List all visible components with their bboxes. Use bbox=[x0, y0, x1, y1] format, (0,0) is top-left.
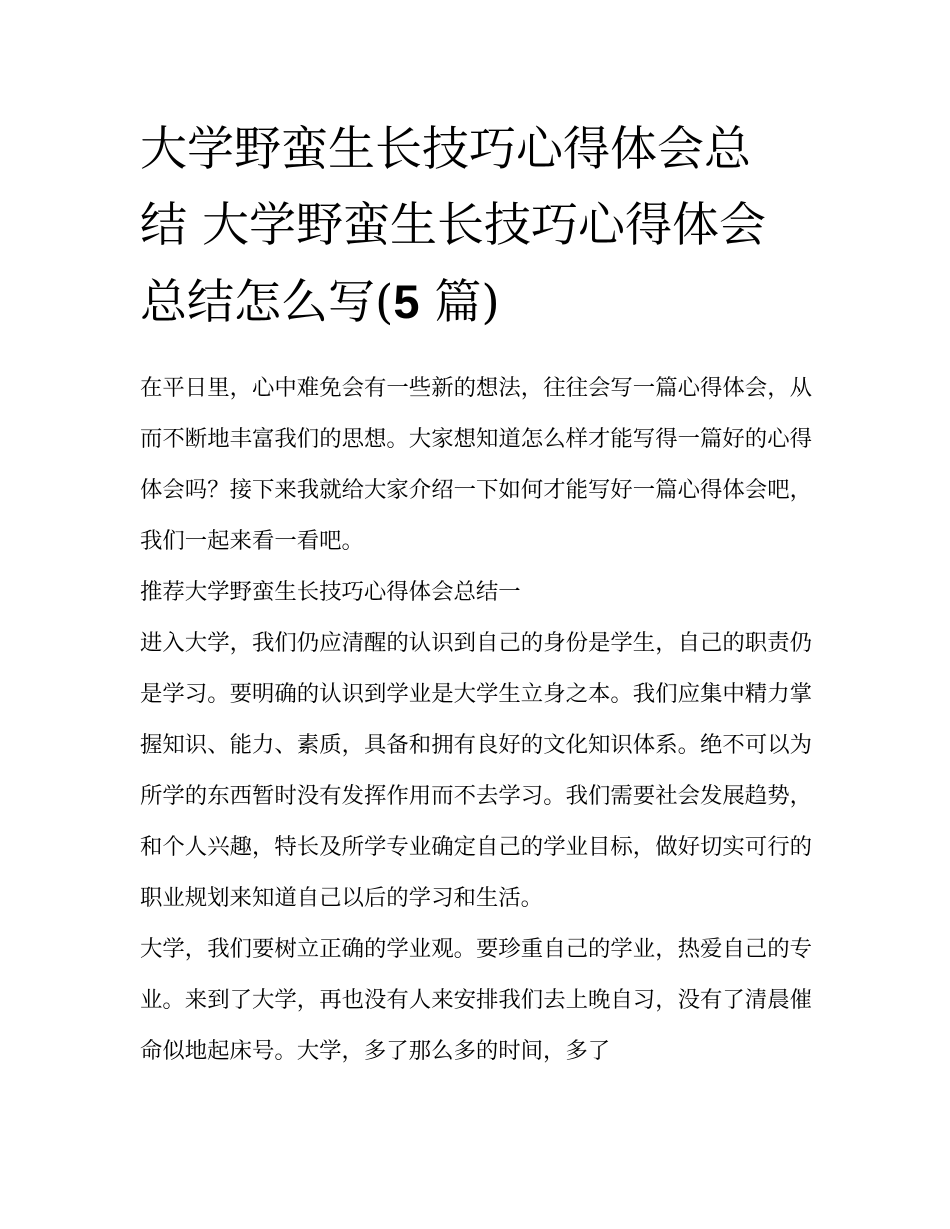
title-line-3: 总结怎么写( bbox=[140, 275, 394, 330]
document-title bbox=[140, 112, 812, 341]
title-suffix: 篇) bbox=[419, 275, 500, 330]
title-count: 5 bbox=[393, 275, 420, 328]
section-heading: 推荐大学野蛮生长技巧心得体会总结一 bbox=[140, 579, 521, 605]
document-content bbox=[140, 112, 812, 1077]
body-paragraph: 大学，我们要树立正确的学业观。要珍重自己的学业，热爱自己的专业。来到了大学，再也没有人来安排我们去上晚自习，没有了清晨催命似地起床号。大学，多了那么多的时间，多了 bbox=[140, 936, 812, 1064]
intro-paragraph: 在平日里，心中难免会有一些新的想法，往往会写一篇心得体会，从而不断地丰富我们的思想。大家想知道怎么样才能写得一篇好的心得体会吗？接下来我就给大家介绍一下如何才能写好一篇心得体会吧，我们一起来看一看吧。 bbox=[140, 375, 812, 554]
title-line-2: 结 大学野蛮生长技巧心得体会 bbox=[140, 198, 766, 253]
title-line-1: 大学野蛮生长技巧心得体会总 bbox=[140, 122, 751, 177]
body-paragraph: 进入大学，我们仍应清醒的认识到自己的身份是学生，自己的职责仍是学习。要明确的认识到学业是大学生立身之本。我们应集中精力掌握知识、能力、素质，具备和拥有良好的文化知识体系。绝不可以为所学的东西暂时没有发挥作用而不去学习。我们需要社会发展趋势，和个人兴趣，特长及所学专业确定自己的学业目标，做好切实可行的职业规划来知道自己以后的学习和生活。 bbox=[140, 630, 812, 911]
